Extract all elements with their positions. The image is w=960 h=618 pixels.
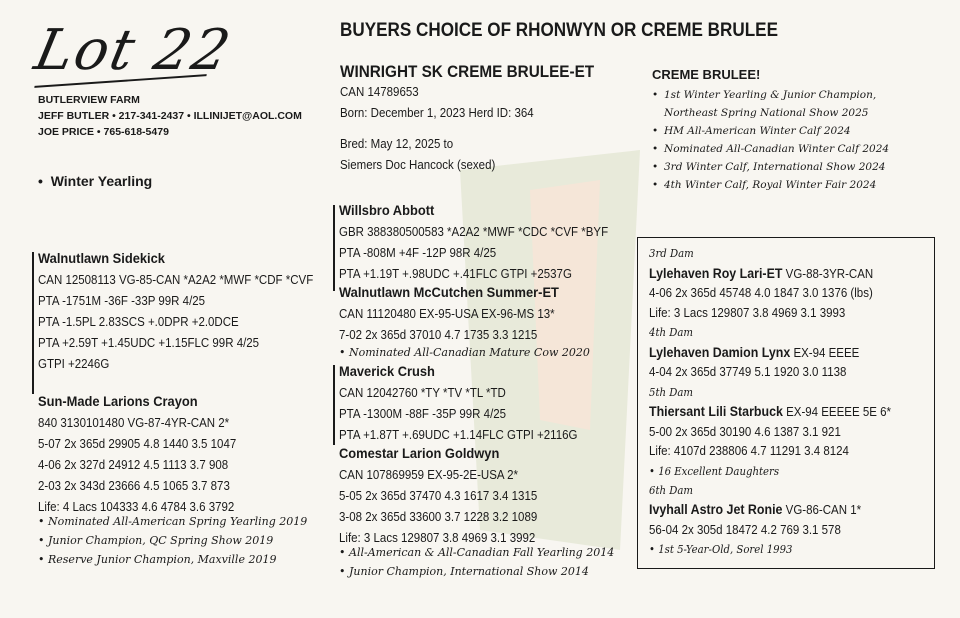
dam-line: 2-03 2x 343d 23666 4.5 1065 3.7 873 [38,479,230,493]
dam4-class: EX-94 EEEE [793,345,860,360]
dam6-class: VG-86-CAN 1* [785,503,862,517]
pedigree-bracket [32,252,34,394]
award-item: • 1st Winter Yearling & Junior Champion, Northeast Spring National Show 2025 [652,86,889,122]
award-item: • 3rd Winter Calf, International Show 2024 [652,158,889,176]
dd-line: CAN 107869959 EX-95-2E-USA 2* [339,468,518,482]
creme-brulee-awards [652,86,889,194]
dd-line: Life: 3 Lacs 129807 3.8 4969 3.1 3992 [339,531,536,545]
award-item: • HM All-American Winter Calf 2024 [652,122,889,140]
dam5-name: Thiersant Lili Starbuck [649,404,783,419]
bred-line-1: Bred: May 12, 2025 to [340,137,454,151]
dd-line: 3-08 2x 365d 33600 3.7 1228 3.2 1089 [339,510,538,524]
category-label: • Winter Yearling [38,173,153,189]
sd-line: 7-02 2x 365d 37010 4.7 1735 3.3 1215 [339,328,538,342]
creme-brulee-title: CREME BRULEE! [652,67,761,82]
dam-line: 4-06 2x 327d 24912 4.5 1113 3.7 908 [38,458,229,472]
maternal-line: 3rd Dam Lylehaven Roy Lari-ET VG-88-3YR-CAN 4-06 2x 365d 45748 4.0 1847 3.0 1376 (lbs) Life: 3 Lacs 129807 3.8 4969 3.1 3993 4th Dam Lylehaven Damion Lynx EX-94 EEEE 4-04 2x 365d 37749 5.1 1920 3.0 1138 5th Dam Thiersant Lili Starbuck EX-94 EEEEE 5E 6* 5-00 2x 365d 30190 4.6 1387 3.1 921 Life: 4107d 238806 4.7 11291 3.4 8124 • 16 Excellent Daughters 6th Dam Ivyhall Astro Jet Ronie VG-86-CAN 1* 56-04 2x 305d 18472 4.2 769 3.1 578 • 1st 5-Year-Old, Sorel 1993 [649,244,891,559]
dam6-name: Ivyhall Astro Jet Ronie [649,502,783,517]
consignor-info [38,92,302,140]
dam5-line: Life: 4107d 238806 4.7 11291 3.4 8124 [649,444,849,458]
dam4-label: 4th Dam [649,326,693,339]
sire-line: PTA +2.59T +1.45UDC +1.15FLC 99R 4/25 [38,336,260,350]
sire-line: CAN 12508113 VG-85-CAN *A2A2 *MWF *CDF *CVF [38,273,314,287]
sire-dam-block [339,282,559,346]
dam6-note: 1st 5-Year-Old, Sorel 1993 [658,543,793,556]
ss-line: PTA -808M +4F -12P 98R 4/25 [339,246,497,260]
animal-details [340,82,534,176]
ss-line: PTA +1.19T +.98UDC +.41FLC GTPI +2537G [339,267,572,281]
dam-name: Sun-Made Larions Crayon [38,393,198,409]
dam-sire-name: Maverick Crush [339,363,435,379]
dam-notes: • Nominated All-American Spring Yearling 2019 • Junior Champion, QC Spring Show 2019 • Reserve Junior Champion, Maxville 2019 [38,515,308,566]
sire-line: PTA -1.5PL 2.83SCS +.0DPR +2.0DCE [38,315,239,329]
bred-line-2: Siemers Doc Hancock (sexed) [340,158,496,172]
sire-block [38,248,313,375]
dam-line: Life: 4 Lacs 104333 4.6 4784 3.6 3792 [38,500,235,514]
ds-bracket [333,365,335,445]
award-item: • 4th Winter Calf, Royal Winter Fair 2024 [652,176,889,194]
ss-bracket [333,205,335,291]
dam-line: 5-07 2x 365d 29905 4.8 1440 3.5 1047 [38,437,237,451]
animal-registration: CAN 14789653 [340,85,419,99]
contact-line-1: JEFF BUTLER • 217-341-2437 • ILLINIJET@AOL.COM [38,110,302,122]
sd-line: CAN 11120480 EX-95-USA EX-96-MS 13* [339,307,555,321]
sire-line: GTPI +2246G [38,357,110,371]
dd-line: 5-05 2x 365d 37470 4.3 1617 3.4 1315 [339,489,538,503]
dam-block [38,391,236,518]
dam-line: 840 3130101480 VG-87-4YR-CAN 2* [38,416,230,430]
dam3-label: 3rd Dam [649,247,694,260]
lot-title: Lot 22 [29,18,237,83]
contact-line-2: JOE PRICE • 765-618-5479 [38,126,169,138]
dam5-class: EX-94 EEEEE 5E 6* [786,405,891,419]
sd-notes: • Nominated All-Canadian Mature Cow 2020 [339,346,590,359]
dam3-name: Lylehaven Roy Lari-ET [649,265,783,281]
animal-name: WINRIGHT SK CREME BRULEE-ET [340,62,595,81]
sire-sire-block [339,200,608,285]
ds-line: PTA -1300M -88F -35P 99R 4/25 [339,407,507,421]
dam3-line: 4-06 2x 365d 45748 4.0 1847 3.0 1376 (lbs) [649,286,873,300]
sire-line: PTA -1751M -36F -33P 99R 4/25 [38,294,206,308]
ds-line: CAN 12042760 *TY *TV *TL *TD [339,386,506,400]
ds-line: PTA +1.87T +.69UDC +1.14FLC GTPI +2116G [339,428,578,442]
farm-name: BUTLERVIEW FARM [38,94,140,106]
dam-sire-block [339,361,577,446]
award-item: • Nominated All-Canadian Winter Calf 2024 [652,140,889,158]
dam5-label: 5th Dam [649,385,693,399]
ss-line: GBR 388380500583 *A2A2 *MWF *CDC *CVF *BYF [339,225,609,239]
dam3-line: Life: 3 Lacs 129807 3.8 4969 3.1 3993 [649,305,846,320]
headline: BUYERS CHOICE OF RHONWYN OR CREME BRULEE [340,20,778,41]
dam4-name: Lylehaven Damion Lynx [649,344,791,360]
dam6-line: 56-04 2x 305d 18472 4.2 769 3.1 578 [649,522,841,537]
dam5-line: 5-00 2x 365d 30190 4.6 1387 3.1 921 [649,424,841,439]
sire-dam-name: Walnutlawn McCutchen Summer-ET [339,284,559,300]
dd-notes: • All-American & All-Canadian Fall Yearling 2014 • Junior Champion, International Show 2014 [339,546,615,578]
animal-born: Born: December 1, 2023 Herd ID: 364 [340,106,534,120]
dam4-line: 4-04 2x 365d 37749 5.1 1920 3.0 1138 [649,365,847,379]
dam5-note: 16 Excellent Daughters [658,464,780,478]
dam3-class: VG-88-3YR-CAN [785,266,874,281]
dam6-label: 6th Dam [649,483,693,497]
dam-dam-block [339,443,537,549]
dam-dam-name: Comestar Larion Goldwyn [339,445,500,461]
sire-sire-name: Willsbro Abbott [339,202,435,218]
sire-name: Walnutlawn Sidekick [38,250,165,266]
